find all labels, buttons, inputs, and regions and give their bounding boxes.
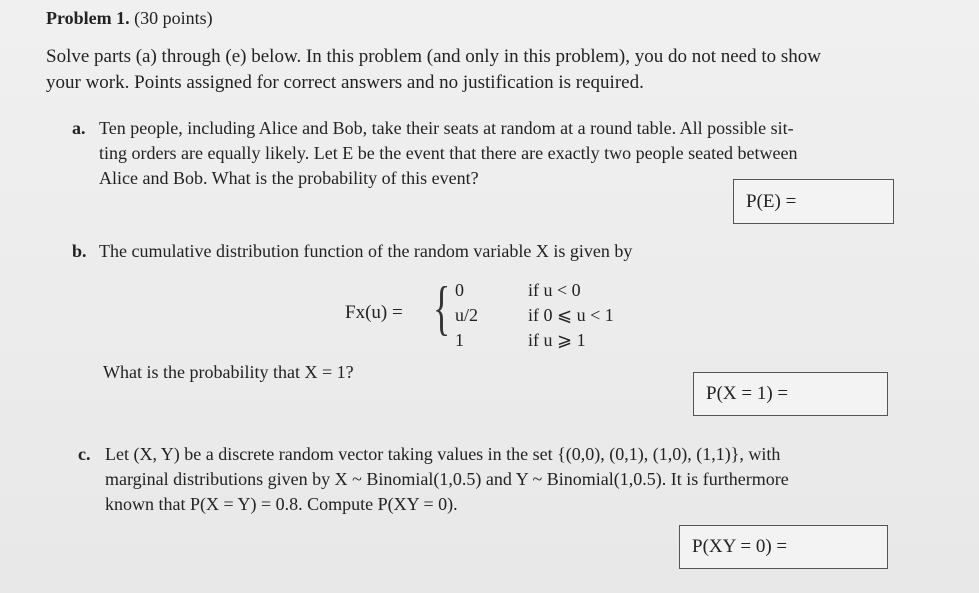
part-c-line-3: known that P(X = Y) = 0.8. Compute P(XY = 0). [105, 494, 458, 514]
answer-box-c[interactable] [679, 525, 888, 569]
part-c [78, 442, 789, 517]
problem-points: (30 points) [134, 8, 213, 28]
part-a-line-3: Alice and Bob. What is the probability of this event? [99, 168, 479, 188]
answer-box-b[interactable] [693, 372, 888, 416]
answer-label-a: P(E) = [746, 190, 797, 212]
cdf-case-condition-3: if u ⩾ 1 [528, 330, 586, 350]
part-c-line-1: Let (X, Y) be a discrete random vector taking values in the set {(0,0), (0,1), (1,0), (1,1)}, with [105, 444, 781, 464]
answer-label-b: P(X = 1) = [706, 383, 789, 404]
cdf-case-value-1: 0 [455, 280, 464, 300]
problem-intro [46, 44, 821, 96]
part-c-label: c. [78, 444, 91, 464]
part-b-question: What is the probability that X = 1? [103, 362, 354, 382]
cdf-case-value-3: 1 [455, 330, 464, 350]
cdf-case-condition-2: if 0 ⩽ u < 1 [528, 305, 614, 325]
part-a [72, 116, 798, 191]
intro-line-1: Solve parts (a) through (e) below. In this problem (and only in this problem), you do not need to show [46, 46, 821, 67]
part-b-line-1: The cumulative distribution function of the random variable X is given by [99, 241, 633, 261]
part-b-label: b. [72, 241, 87, 261]
answer-label-c: P(XY = 0) = [692, 536, 788, 557]
cdf-case-value-2: u/2 [455, 305, 479, 325]
part-a-line-1: Ten people, including Alice and Bob, take their seats at random at a round table. All possible sit- [99, 118, 794, 138]
cdf-lhs: Fx(u) = [345, 302, 403, 323]
problem-label: Problem 1. [46, 8, 130, 28]
problem-title [46, 8, 213, 29]
part-b [72, 239, 632, 264]
answer-box-a[interactable] [733, 179, 894, 224]
intro-line-2: your work. Points assigned for correct answers and no justification is required. [46, 72, 644, 93]
cdf-case-condition-1: if u < 0 [528, 280, 581, 300]
part-c-line-2: marginal distributions given by X ~ Binomial(1,0.5) and Y ~ Binomial(1,0.5). It is furthermore [105, 469, 789, 489]
part-a-label: a. [72, 118, 86, 138]
cdf-brace: { [433, 275, 451, 341]
part-a-line-2: ting orders are equally likely. Let E be the event that there are exactly two people seated between [99, 143, 798, 163]
